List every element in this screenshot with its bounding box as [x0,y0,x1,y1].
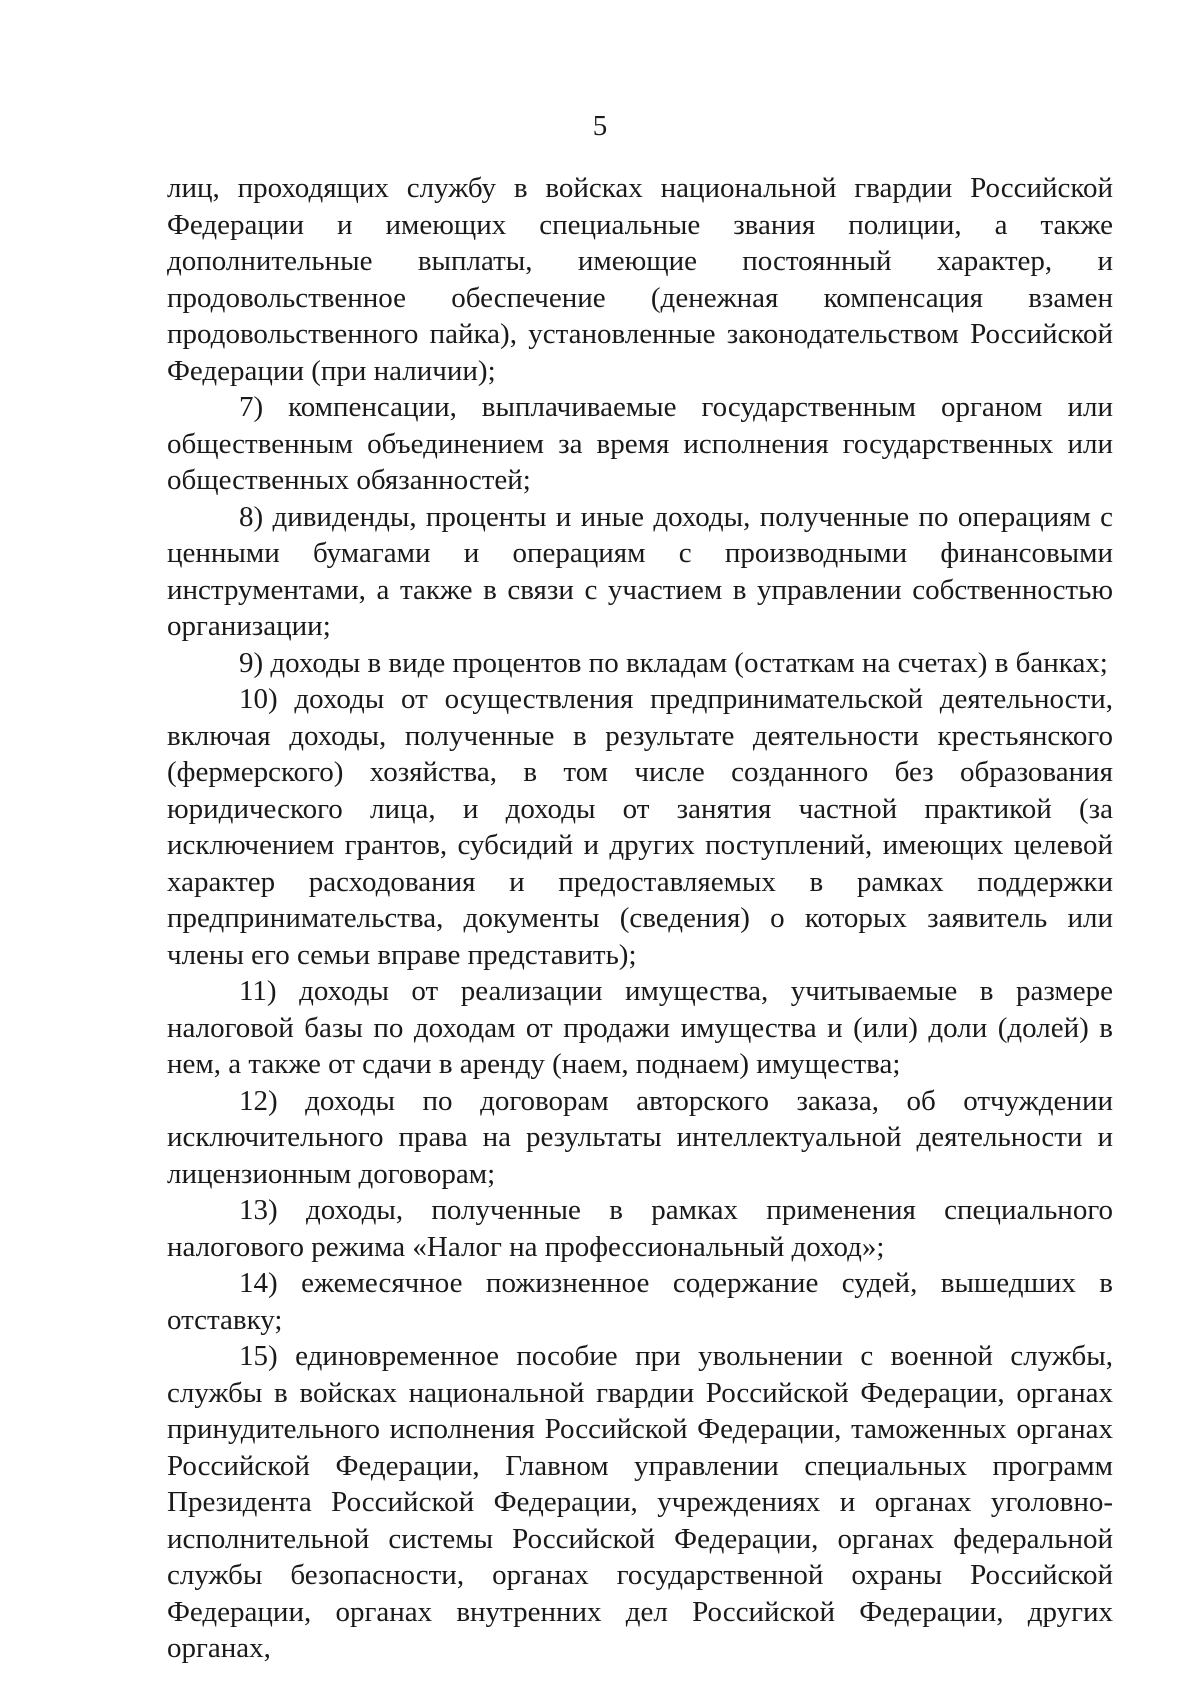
page-number: 5 [592,110,608,142]
paragraph-item-8: 8) дивиденды, проценты и иные доходы, полученные по операциям с ценными бумагами и операциям с производными финансовыми инструментами, а также в связи с участием в управлении собственностью организации; [167,500,1113,642]
document-body [167,170,1113,1667]
paragraph-item-7: 7) компенсации, выплачиваемые государственным органом или общественным объединением за время исполнения государственных или общественных обязанностей; [167,391,1113,496]
paragraph-continuation: лиц, проходящих службу в войсках национальной гвардии Российской Федерации и имеющих специальные звания полиции, а также дополнительные выплаты, имеющие постоянный характер, и продовольственное обеспечение (денежная компенсация взамен продовольственного пайка), установленные законодательством Российской Федерации (при наличии); [167,172,1113,387]
paragraph-item-12: 12) доходы по договорам авторского заказа, об отчуждении исключительного права на результаты интеллектуальной деятельности и лицензионным договорам; [167,1084,1113,1190]
paragraph-item-13: 13) доходы, полученные в рамках применения специального налогового режима «Налог на профессиональный доход»; [167,1194,1113,1263]
paragraph-item-9: 9) доходы в виде процентов по вкладам (остаткам на счетах) в банках; [239,646,1108,679]
paragraph-item-11: 11) доходы от реализации имущества, учитываемые в размере налоговой базы по доходам от продажи имущества и (или) доли (долей) в нем, а также от сдачи в аренду (наем, поднаем) имущества; [167,975,1113,1080]
paragraph-item-10: 10) доходы от осуществления предпринимательской деятельности, включая доходы, полученные в результате деятельности крестьянского (фермерского) хозяйства, в том числе созданного без образования юридического лица, и доходы от занятия частной практикой (за исключением грантов, субсидий и других поступлений, имеющих целевой характер расходования и предоставляемых в рамках поддержки предпринимательства, документы (сведения) о которых заявитель или члены его семьи вправе представить); [167,683,1113,971]
paragraph-item-14: 14) ежемесячное пожизненное содержание судей, вышедших в отставку; [167,1267,1113,1336]
paragraph-item-15: 15) единовременное пособие при увольнении с военной службы, службы в войсках национальной гвардии Российской Федерации, органах принудительного исполнения Российской Федерации, таможенных органах Российской Федерации, Главном управлении специальных программ Президента Российской Федерации, учреждениях и органах уголовно-исполнительной системы Российской Федерации, органах федеральной службы безопасности, органах государственной охраны Российской Федерации, органах внутренних дел Российской Федерации, других органах, [167,1340,1113,1664]
